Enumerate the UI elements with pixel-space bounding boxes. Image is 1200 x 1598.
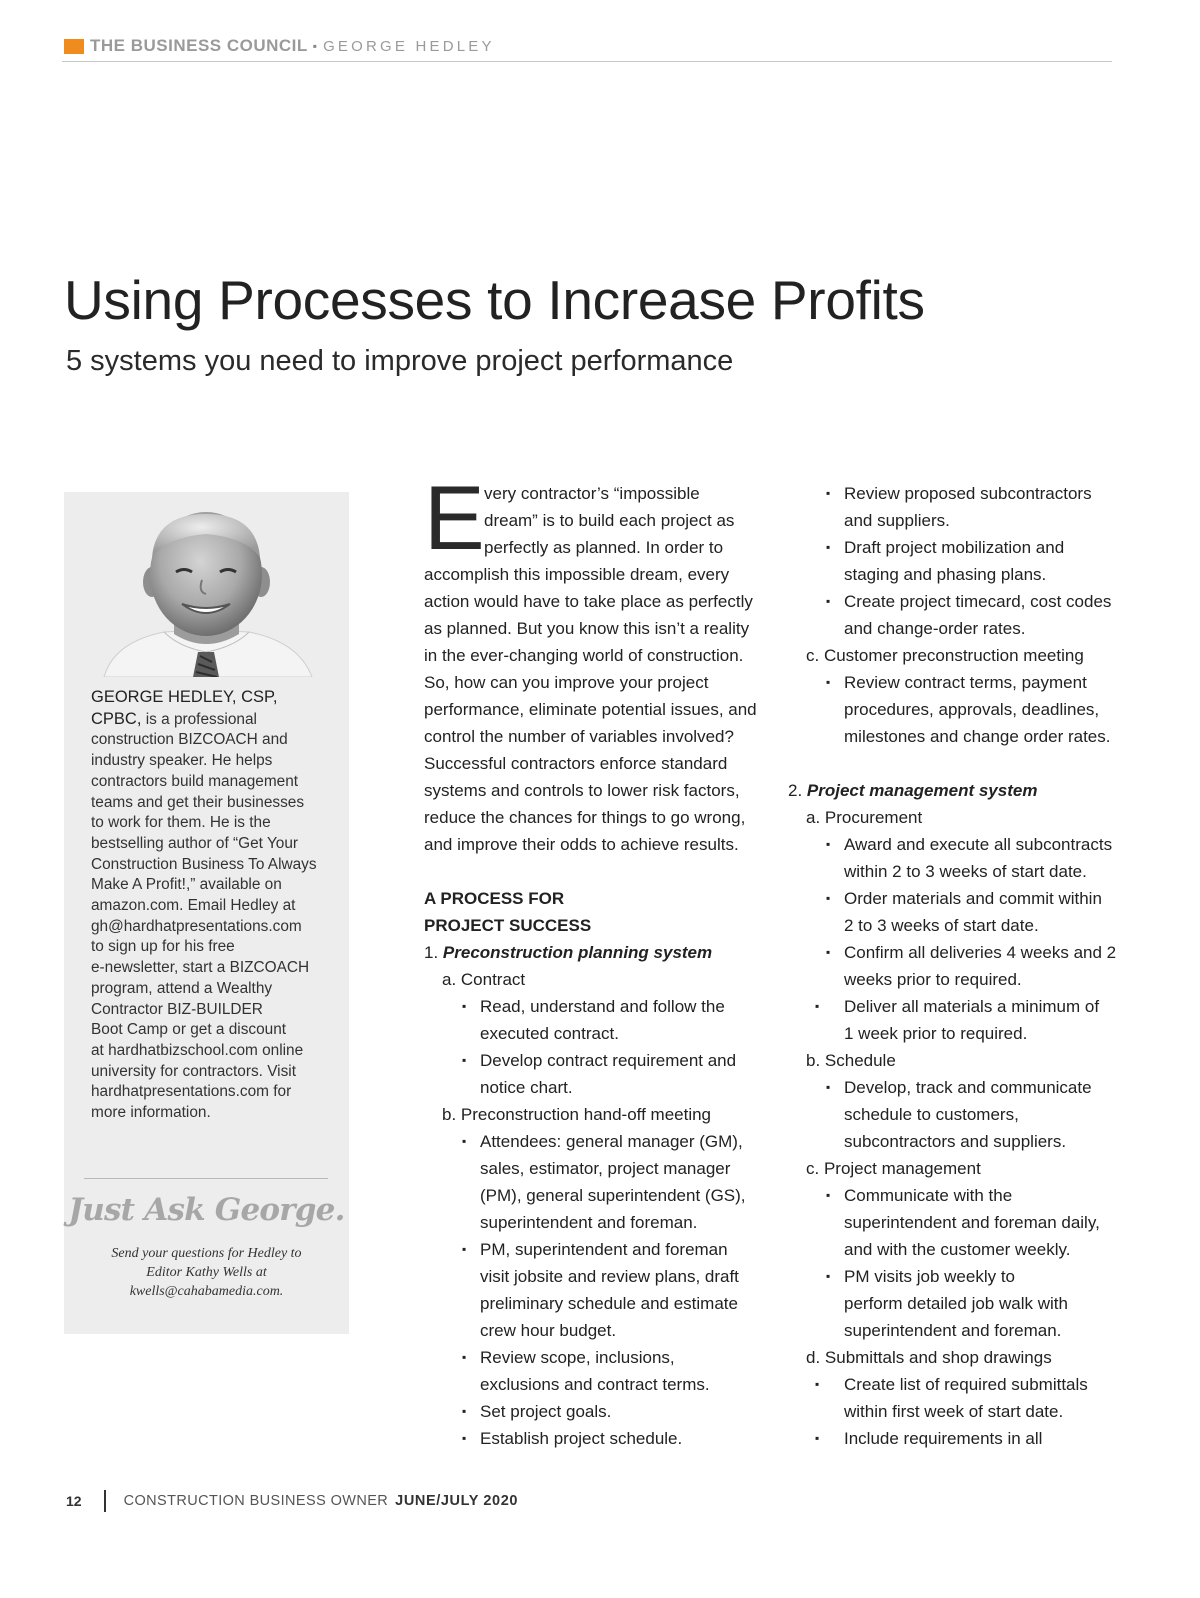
bullet-item [424, 1236, 784, 1263]
text-line [788, 1209, 1138, 1236]
author-sidebar [64, 492, 349, 1334]
line-text: performance, eliminate potential issues, and [424, 700, 757, 719]
line-text: Deliver all materials a minimum of [844, 997, 1100, 1016]
text-line [424, 534, 784, 561]
text-line [424, 750, 784, 777]
line-text: Successful contractors enforce standard [424, 754, 728, 773]
bullet-icon: ▪ [826, 486, 831, 500]
text-line [788, 750, 1138, 777]
bio-line: to sign up for his free [91, 938, 235, 956]
line-text: c. Project management [806, 1159, 981, 1178]
text-line [788, 1317, 1138, 1344]
bio-line: program, attend a Wealthy [91, 979, 273, 997]
text-line [424, 588, 784, 615]
text-line [424, 1209, 784, 1236]
ask-instructions [104, 1244, 309, 1301]
bullet-item [424, 1047, 784, 1074]
bio-line: hardhatpresentations.com for [91, 1083, 292, 1101]
line-text: perfectly as planned. In order to [484, 538, 724, 557]
line-text: Order materials and commit within [844, 889, 1102, 908]
text-line [788, 1155, 1138, 1182]
line-text: Read, understand and follow the [480, 997, 725, 1016]
footer-divider [104, 1490, 106, 1512]
bio-line: bestselling author of “Get Your [91, 834, 299, 852]
bullet-item [788, 939, 1138, 966]
bullet-icon: ▪ [462, 1242, 467, 1256]
text-line [424, 669, 784, 696]
bullet-item [424, 1425, 784, 1452]
text-line [424, 777, 784, 804]
bio-line: to work for them. He is the [91, 814, 271, 832]
line-text: and suppliers. [844, 511, 950, 530]
bullet-icon: ▪ [826, 594, 831, 608]
bullet-item [788, 588, 1138, 615]
line-text: notice chart. [480, 1078, 573, 1097]
line-text: crew hour budget. [480, 1321, 617, 1340]
bullet-icon: ▪ [462, 1053, 467, 1067]
line-text: (PM), general superintendent (GS), [480, 1186, 746, 1205]
line-text: A PROCESS FOR [424, 889, 565, 908]
line-text: PROJECT SUCCESS [424, 916, 592, 935]
article-title: Using Processes to Increase Profits [64, 269, 925, 331]
bio-line: more information. [91, 1104, 211, 1122]
line-text: subcontractors and suppliers. [844, 1132, 1067, 1151]
line-text: PM visits job weekly to [844, 1267, 1015, 1286]
line-text: So, how can you improve your project [424, 673, 709, 692]
author-name: GEORGE HEDLEY, CSP, [91, 688, 278, 706]
bullet-item [788, 1263, 1138, 1290]
bio-email[interactable]: gh@hardhatpresentations.com [91, 917, 302, 935]
bullet-icon: ▪ [826, 1080, 831, 1094]
text-line [788, 1047, 1138, 1074]
bullet-icon: ▪ [826, 1188, 831, 1202]
text-line [788, 858, 1138, 885]
line-text: Draft project mobilization and [844, 538, 1065, 557]
text-line [424, 1182, 784, 1209]
page-number: 12 [66, 1493, 82, 1509]
line-text: PM, superintendent and foreman [480, 1240, 728, 1259]
line-text: Confirm all deliveries 4 weeks and 2 [844, 943, 1117, 962]
drop-cap: E [424, 468, 485, 569]
line-text: systems and controls to lower risk factors, [424, 781, 740, 800]
bullet-icon: ▪ [815, 999, 820, 1013]
system-number: 1. [424, 943, 443, 962]
line-text: superintendent and foreman. [844, 1321, 1062, 1340]
bullet-icon: ▪ [462, 999, 467, 1013]
line-text: superintendent and foreman daily, [844, 1213, 1100, 1232]
line-text: reduce the chances for things to go wrong, [424, 808, 746, 827]
line-text: a. Procurement [806, 808, 923, 827]
bullet-icon: ▪ [826, 540, 831, 554]
bullet-icon: ▪ [826, 891, 831, 905]
body-column-2 [788, 480, 1138, 1452]
text-line [424, 615, 784, 642]
section-marker-icon [64, 39, 84, 54]
bullet-icon: ▪ [462, 1350, 467, 1364]
bio-line: teams and get their businesses [91, 793, 305, 811]
line-text: superintendent and foreman. [480, 1213, 698, 1232]
ask-line: Editor Kathy Wells at [146, 1265, 267, 1280]
issue-date: JUNE/JULY 2020 [395, 1493, 519, 1509]
line-text: within first week of start date. [844, 1402, 1064, 1421]
text-line [424, 1290, 784, 1317]
bullet-icon: ▪ [826, 1269, 831, 1283]
line-text: very contractor’s “impossible [484, 484, 700, 503]
bullet-item [788, 534, 1138, 561]
line-text: exclusions and contract terms. [480, 1375, 710, 1394]
author-bio [91, 687, 331, 1124]
text-line [424, 561, 784, 588]
line-text: within 2 to 3 weeks of start date. [844, 862, 1087, 881]
text-line [788, 561, 1138, 588]
body-column-1 [424, 468, 784, 1452]
text-line [424, 804, 784, 831]
bullet-item [424, 1398, 784, 1425]
page-footer [66, 1490, 518, 1512]
column-author: GEORGE HEDLEY [323, 37, 495, 55]
text-line [424, 1263, 784, 1290]
bio-line: at hardhatbizschool.com online [91, 1041, 304, 1059]
text-line [424, 696, 784, 723]
line-text: Set project goals. [480, 1402, 612, 1421]
text-line [788, 723, 1138, 750]
section-header [64, 36, 495, 56]
sidebar-divider [84, 1178, 328, 1179]
line-text: Project management system [806, 781, 1038, 800]
bullet-item [788, 1425, 1138, 1452]
bullet-icon: ▪ [826, 945, 831, 959]
bio-line: is a professional [141, 710, 257, 728]
system-heading [424, 939, 784, 966]
text-line [424, 723, 784, 750]
bullet-item [788, 1182, 1138, 1209]
text-line [788, 1020, 1138, 1047]
bio-line: industry speaker. He helps [91, 752, 273, 770]
line-text: Review proposed subcontractors [844, 484, 1092, 503]
text-line [424, 1074, 784, 1101]
line-text: Communicate with the [844, 1186, 1013, 1205]
text-line [788, 615, 1138, 642]
text-line [424, 642, 784, 669]
text-line [788, 1344, 1138, 1371]
article-subtitle: 5 systems you need to improve project performance [66, 345, 734, 377]
system-heading [788, 777, 1138, 804]
line-text: Develop, track and communicate [844, 1078, 1092, 1097]
separator-icon: ▪ [312, 39, 318, 53]
bullet-item [788, 885, 1138, 912]
text-line [788, 1101, 1138, 1128]
bullet-icon: ▪ [462, 1431, 467, 1445]
bio-line: construction BIZCOACH and [91, 731, 288, 749]
bio-line: Contractor BIZ-BUILDER [91, 1000, 263, 1018]
line-text: Attendees: general manager (GM), [480, 1132, 743, 1151]
line-text: visit jobsite and review plans, draft [480, 1267, 739, 1286]
system-number: 2. [788, 781, 807, 800]
bullet-item [788, 669, 1138, 696]
line-text: milestones and change order rates. [844, 727, 1111, 746]
line-text: Award and execute all subcontracts [844, 835, 1113, 854]
line-text: b. Preconstruction hand-off meeting [442, 1105, 712, 1124]
bullet-item [424, 1128, 784, 1155]
line-text: action would have to take place as perfectly [424, 592, 753, 611]
text-line [788, 507, 1138, 534]
line-text: Review scope, inclusions, [480, 1348, 675, 1367]
text-line [424, 1155, 784, 1182]
text-line [424, 1101, 784, 1128]
line-text: schedule to customers, [844, 1105, 1019, 1124]
line-text: a. Contract [442, 970, 526, 989]
line-text: accomplish this impossible dream, every [424, 565, 730, 584]
bullet-icon: ▪ [826, 837, 831, 851]
line-text: and with the customer weekly. [844, 1240, 1071, 1259]
bio-line: university for contractors. Visit [91, 1062, 296, 1080]
line-text: preliminary schedule and estimate [480, 1294, 738, 1313]
line-text: Establish project schedule. [480, 1429, 683, 1448]
line-text: 1 week prior to required. [844, 1024, 1028, 1043]
bio-line: Construction Business To Always [91, 855, 317, 873]
line-text: 2 to 3 weeks of start date. [844, 916, 1039, 935]
line-text: Develop contract requirement and [480, 1051, 737, 1070]
line-text: and improve their odds to achieve results. [424, 835, 739, 854]
line-text: Review contract terms, payment [844, 673, 1087, 692]
line-text: executed contract. [480, 1024, 619, 1043]
text-line [788, 696, 1138, 723]
text-line [424, 1020, 784, 1047]
line-text: and change-order rates. [844, 619, 1026, 638]
line-text: c. Customer preconstruction meeting [806, 646, 1084, 665]
text-line [424, 507, 784, 534]
bio-line: Make A Profit!,” available on [91, 876, 282, 894]
line-text: as planned. But you know this isn’t a reality [424, 619, 750, 638]
line-text: procedures, approvals, deadlines, [844, 700, 1100, 719]
line-text: b. Schedule [806, 1051, 896, 1070]
bullet-item [788, 480, 1138, 507]
publication-name: CONSTRUCTION BUSINESS OWNER [123, 1493, 389, 1509]
text-line [424, 480, 784, 507]
text-line [788, 1398, 1138, 1425]
bullet-item [788, 993, 1138, 1020]
author-portrait-image [94, 512, 319, 677]
bullet-icon: ▪ [826, 675, 831, 689]
line-text: control the number of variables involved? [424, 727, 734, 746]
line-text: weeks prior to required. [844, 970, 1022, 989]
line-text: sales, estimator, project manager [480, 1159, 731, 1178]
line-text: dream” is to build each project as [484, 511, 735, 530]
text-line [788, 642, 1138, 669]
section-heading [424, 885, 784, 912]
line-text: Create list of required submittals [844, 1375, 1088, 1394]
text-line [424, 831, 784, 858]
text-line [788, 1128, 1138, 1155]
bio-line: amazon.com. Email Hedley at [91, 897, 296, 915]
text-line [788, 1290, 1138, 1317]
bullet-item [788, 831, 1138, 858]
section-heading [424, 912, 784, 939]
author-credentials: CPBC, [91, 709, 142, 728]
text-line [788, 1236, 1138, 1263]
text-line [424, 1317, 784, 1344]
line-text: perform detailed job walk with [844, 1294, 1068, 1313]
line-text: Create project timecard, cost codes [844, 592, 1112, 611]
bullet-item [424, 993, 784, 1020]
line-text: d. Submittals and shop drawings [806, 1348, 1052, 1367]
ask-email[interactable]: kwells@cahabamedia.com. [129, 1284, 284, 1299]
line-text: in the ever-changing world of construction. [424, 646, 744, 665]
text-line [424, 966, 784, 993]
text-line [788, 966, 1138, 993]
just-ask-george-logo: Just Ask George. [68, 1192, 345, 1228]
text-line [788, 804, 1138, 831]
bullet-icon: ▪ [815, 1431, 820, 1445]
bullet-icon: ▪ [815, 1377, 820, 1391]
bio-line: e-newsletter, start a BIZCOACH [91, 959, 310, 977]
bullet-icon: ▪ [462, 1404, 467, 1418]
bullet-item [788, 1371, 1138, 1398]
section-name: THE BUSINESS COUNCIL [90, 36, 308, 55]
line-text: Include requirements in all [844, 1429, 1043, 1448]
text-line [788, 912, 1138, 939]
bullet-item [788, 1074, 1138, 1101]
bullet-item [424, 1344, 784, 1371]
bullet-icon: ▪ [462, 1134, 467, 1148]
text-line [424, 1371, 784, 1398]
bio-line: Boot Camp or get a discount [91, 1021, 287, 1039]
line-text: Preconstruction planning system [442, 943, 713, 962]
line-text: staging and phasing plans. [844, 565, 1047, 584]
header-divider [62, 61, 1112, 62]
ask-line: Send your questions for Hedley to [111, 1246, 302, 1261]
bio-line: contractors build management [91, 772, 299, 790]
text-line [424, 858, 784, 885]
